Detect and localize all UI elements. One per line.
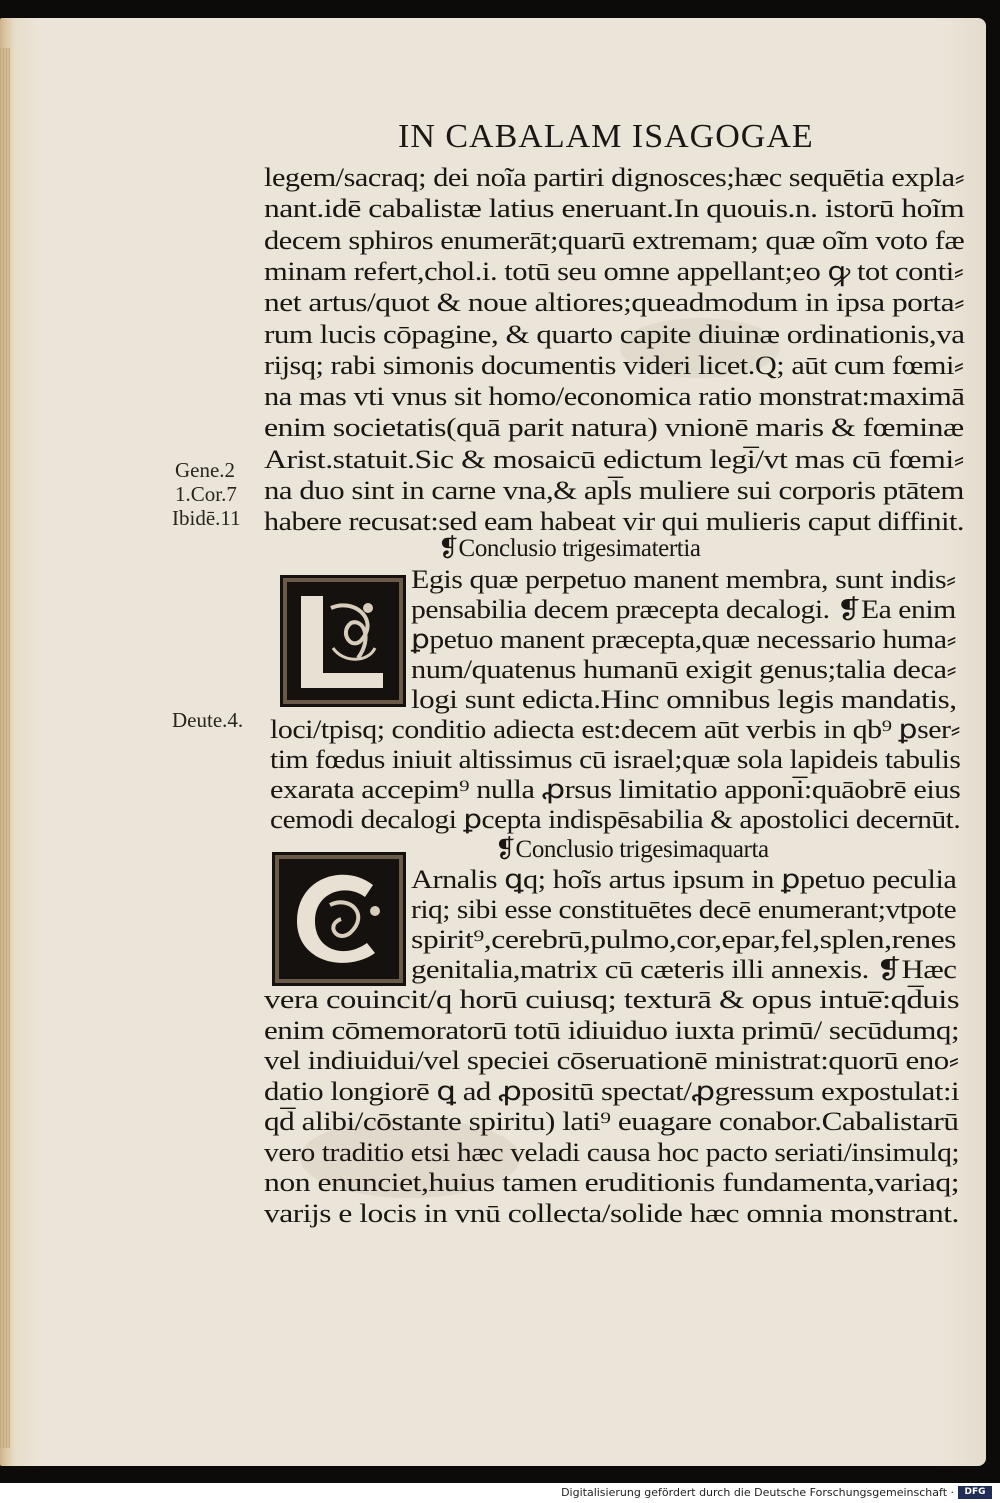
page-edge [0,48,10,1448]
funding-credit: Digitalisierung gefördert durch die Deutsche Forschungsgemeinschaft · [561,1486,954,1499]
margin-note: Ibidē.11 [172,506,241,530]
decorated-initial-L [280,575,406,707]
text-line: vel indiuidui/vel speciei cōseruationē ministrat:quorū eno⸗ [264,1046,959,1075]
text-line: na duo sint in carne vna,& apl̅s muliere sui corporis ptātem [264,476,964,505]
text-line: habere recusat:sed eam habeat vir qui mulieris caput diffinit. [264,507,964,537]
running-head: IN CABALAM ISAGOGAE [398,118,814,155]
text-line: logi sunt edicta.Hinc omnibus legis mandatis, [411,685,957,714]
text-line: rum lucis cōpagine, & quarto capite diuinæ ordinationis,va [264,319,965,349]
text-line: minam refert,chol.i. totū seu omne appellant;eo ꝙ tot conti⸗ [264,256,964,286]
text-line: net artus/quot & noue altiores;queadmodum in ipsa porta⸗ [264,288,965,318]
text-line: non enunciet,huius tamen eruditionis fundamenta,variaq; [264,1168,960,1197]
text-line: Egis quæ perpetuo manent membra, sunt indis⸗ [411,565,956,594]
text-line: cemodi decalogi ꝑcepta indispēsabilia & apostolici decernūt. [270,805,961,834]
text-line: legem/sacraq; dei noĩa partiri dignosces;hæc sequētia expla⸗ [264,163,965,192]
text-line: pensabilia decem præcepta decalogi. ❡Ea enim [411,595,956,624]
footer-bar [0,1483,1000,1503]
text-line: spirit⁹,cerebrū,pulmo,cor,epar,fel,splen,renes [411,925,957,954]
text-line: varijs e locis in vnū collecta/solide hæc omnia monstrant. [264,1198,959,1228]
margin-note: 1.Cor.7 [175,482,237,506]
conclusion-heading-33: ❡Conclusio trigesimatertia [438,535,701,562]
text-line: nant.idē cabalistæ latius eneruant.In quouis.n. istorū hoĩm [264,194,965,224]
text-line: na mas vti vnus sit homo/economica ratio monstrat:maximā [264,382,965,412]
text-line: qd̅ alibi/cōstante spiritu) lati⁹ euagare conabor.Cabalistarū [264,1107,959,1136]
text-line: datio longiorē ꝗ ad ꝓpositū spectat/ꝓgressum expostulat:i [264,1076,960,1106]
text-line: enim cōmemoratorū totū idiuiduo iuxta primū/ secūdumq; [264,1015,960,1045]
text-line: ꝑpetuo manent præcepta,quæ necessario huma⸗ [411,625,956,654]
conclusion-heading-34: ❡Conclusio trigesimaquarta [495,836,769,863]
text-line: vera couincit/q horū cuiusq; texturā & opus intue̅:qd̅uis [264,985,960,1014]
text-line: tim fœdus iniuit altissimus cū israel;quæ sola lapideis tabulis [270,745,961,774]
decorated-initial-C [272,852,406,986]
text-line: rijsq; rabi simonis documentis videri licet.Q; aūt cum fœmi⸗ [264,350,964,380]
margin-note: Gene.2 [175,458,236,482]
text-line: exarata accepim⁹ nulla ꝓrsus limitatio apponi̅:quāobrē eius [270,775,961,804]
initial-L-ornament [283,578,403,704]
text-line: vero traditio etsi hæc veladi causa hoc pacto seriati/insimulq; [264,1137,960,1167]
margin-note: Deute.4. [172,708,244,732]
text-line: enim societatis(quā parit natura) vnionē maris & fœminæ [264,413,964,443]
text-line: Arist.statuit.Sic & mosaicū edictum legi̅/vt mas cū fœmi⸗ [264,444,964,474]
text-line: Arnalis ꝗq; hoĩs artus ipsum in ꝑpetuo peculia [411,865,957,894]
text-line: genitalia,matrix cū cæteris illi annexis. ❡Hæc [411,955,957,984]
text-line: num/quatenus humanū exigit genus;talia deca⸗ [411,655,957,684]
dfg-logo: DFG [958,1486,992,1499]
text-line: riq; sibi esse constituētes decē enumerant;vtpote [411,895,957,924]
text-line: decem sphiros enumerāt;quarū extremam; quæ oĩm voto fæ [264,225,965,255]
text-line: loci/tpisq; conditio adiecta est:decem aūt verbis in qb⁹ ꝑser⸗ [270,715,961,744]
initial-C-ornament [275,855,403,983]
